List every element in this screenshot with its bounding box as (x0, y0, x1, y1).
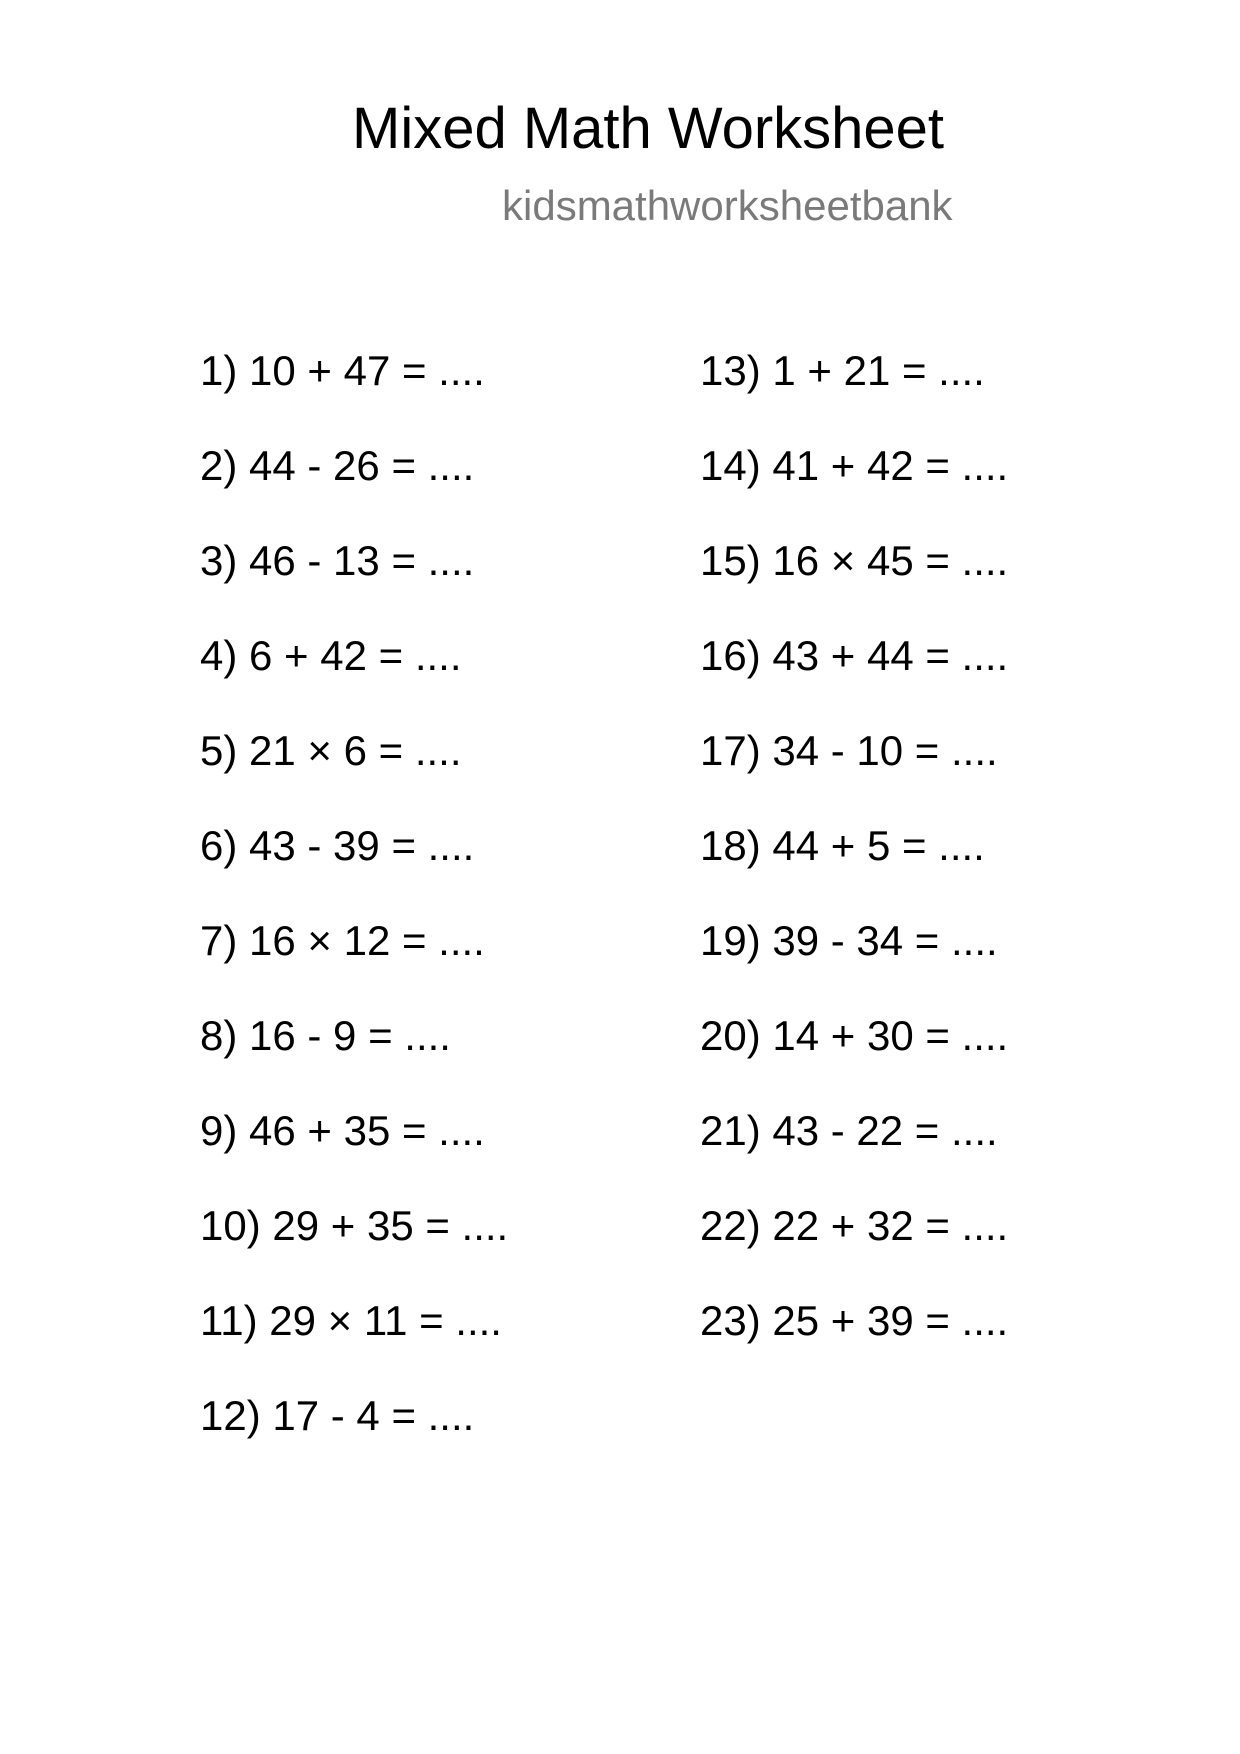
problem-11: 11) 29 × 11 = .... (200, 1297, 502, 1344)
problem-12: 12) 17 - 4 = .... (200, 1392, 475, 1439)
problem-7: 7) 16 × 12 = .... (200, 917, 485, 964)
problem-9: 9) 46 + 35 = .... (200, 1107, 485, 1154)
problem-3: 3) 46 - 13 = .... (200, 537, 475, 584)
problem-5: 5) 21 × 6 = .... (200, 727, 462, 774)
problem-14: 14) 41 + 42 = .... (700, 442, 1009, 489)
worksheet-title: Mixed Math Worksheet (352, 96, 945, 161)
worksheet-subtitle: kidsmathworksheetbank (502, 182, 953, 229)
problem-18: 18) 44 + 5 = .... (700, 822, 985, 869)
problem-22: 22) 22 + 32 = .... (700, 1202, 1009, 1249)
problem-8: 8) 16 - 9 = .... (200, 1012, 451, 1059)
problem-19: 19) 39 - 34 = .... (700, 917, 998, 964)
problem-15: 15) 16 × 45 = .... (700, 537, 1009, 584)
problem-21: 21) 43 - 22 = .... (700, 1107, 998, 1154)
problems-right-column (700, 347, 1009, 1395)
problem-2: 2) 44 - 26 = .... (200, 442, 475, 489)
problem-13: 13) 1 + 21 = .... (700, 347, 985, 394)
problem-20: 20) 14 + 30 = .... (700, 1012, 1009, 1059)
problem-23: 23) 25 + 39 = .... (700, 1297, 1009, 1344)
problems-left-column (200, 347, 509, 1490)
problem-4: 4) 6 + 42 = .... (200, 632, 462, 679)
problem-16: 16) 43 + 44 = .... (700, 632, 1009, 679)
problem-1: 1) 10 + 47 = .... (200, 347, 485, 394)
problem-17: 17) 34 - 10 = .... (700, 727, 998, 774)
problem-6: 6) 43 - 39 = .... (200, 822, 475, 869)
problem-10: 10) 29 + 35 = .... (200, 1202, 509, 1249)
